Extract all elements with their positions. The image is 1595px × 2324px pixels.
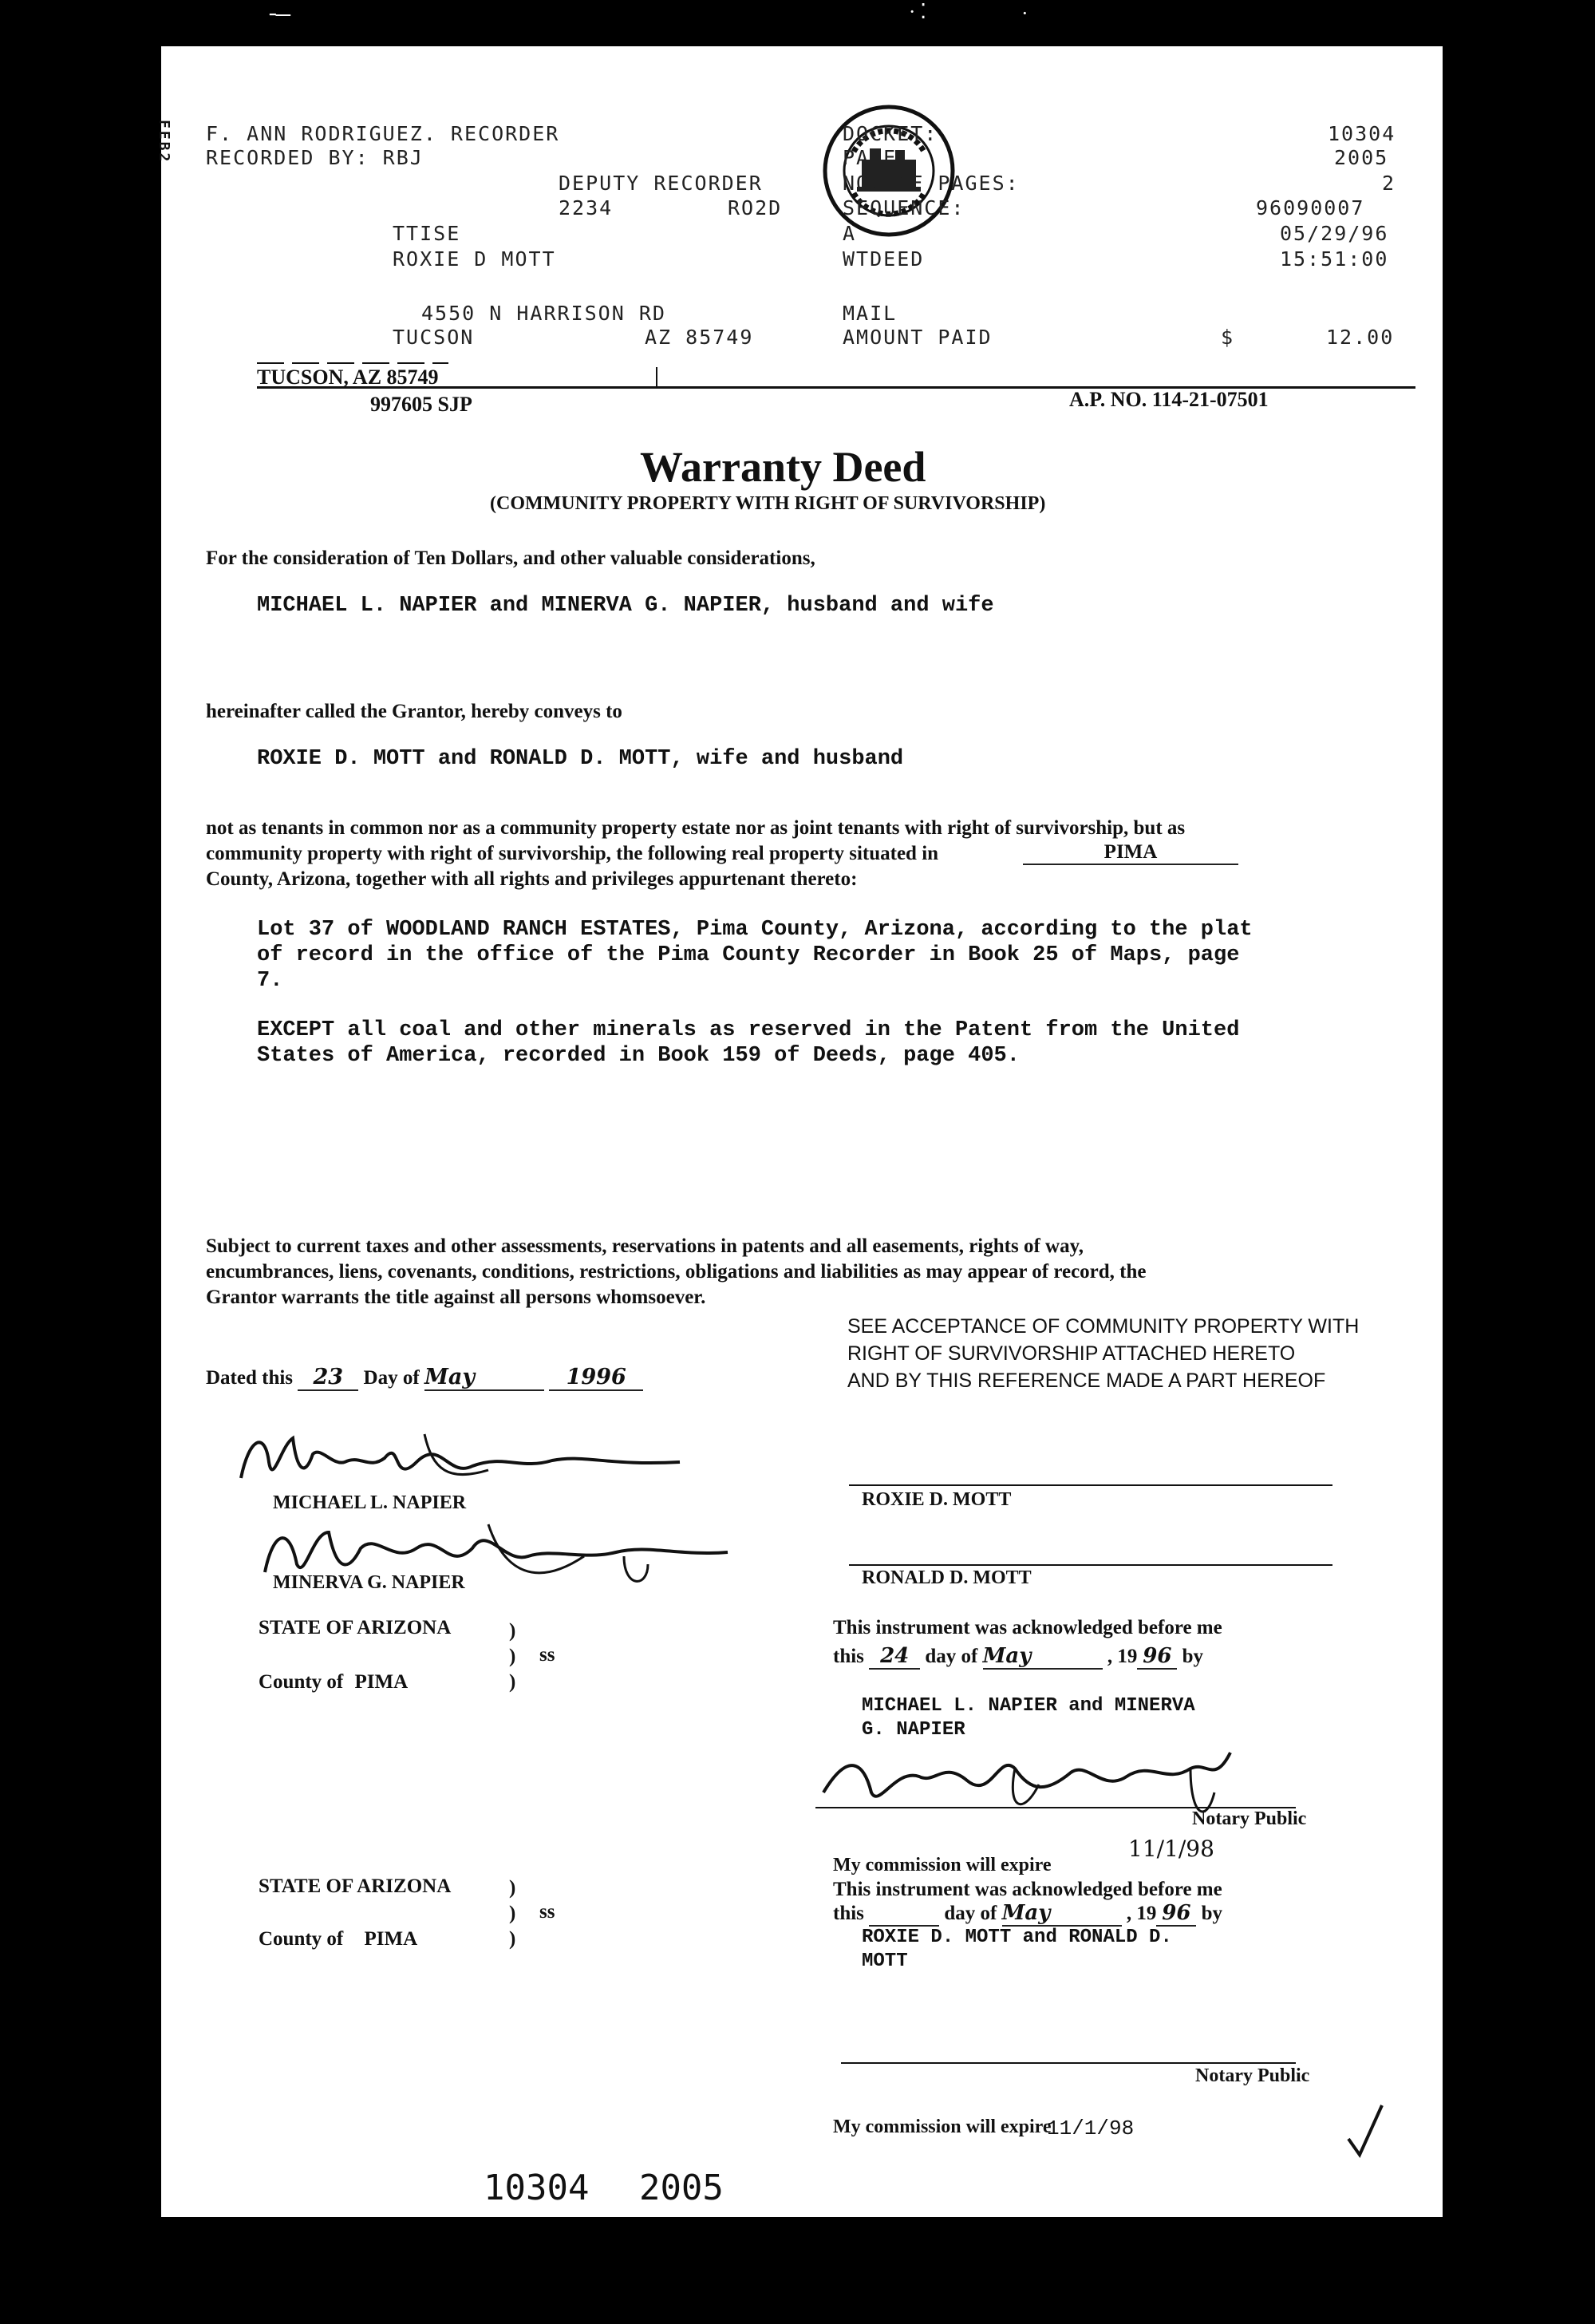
notary1-names-2: G. NAPIER	[862, 1719, 965, 1741]
page-label: PAGE:	[843, 146, 911, 169]
notary2-year: 96	[1156, 1901, 1196, 1927]
addr-line-2: 997605 SJP	[370, 393, 472, 416]
notary1-public: Notary Public	[1192, 1808, 1307, 1829]
header-tick	[656, 367, 657, 388]
deputy-recorder: DEPUTY RECORDER	[559, 172, 763, 195]
docket-label: DOCKET:	[843, 122, 938, 145]
notary1-year-prefix: , 19	[1107, 1646, 1138, 1667]
return-address: 4550 N HARRISON RD	[421, 302, 666, 325]
notary2-county	[259, 1928, 417, 1951]
consideration-text: For the consideration of Ten Dollars, and other valuable considerations,	[206, 547, 815, 569]
notary2-ss: ss	[539, 1901, 555, 1923]
return-city: TUCSON	[393, 326, 475, 349]
dated-prefix: Dated this	[206, 1367, 294, 1389]
notary1-day-of: day of	[925, 1646, 978, 1667]
notary2-county-label: County of	[259, 1928, 344, 1950]
notary2-expire-label: My commission will expire	[833, 2116, 1052, 2137]
check-mark-icon	[1342, 2099, 1390, 2163]
notary2-names-2: MOTT	[862, 1951, 908, 1972]
wtdeed-label: WTDEED	[843, 247, 925, 271]
notary1-county-value: PIMA	[354, 1671, 409, 1693]
notary2-by: by	[1201, 1903, 1223, 1924]
notary2-year-prefix: , 19	[1126, 1903, 1157, 1924]
notary1-this: this	[833, 1646, 864, 1667]
notary1-year: 96	[1137, 1644, 1177, 1670]
tenancy-line-3: County, Arizona, together with all rights and privileges appurtenant thereto:	[206, 868, 858, 890]
scan-mark-2: ∙ ⁚	[910, 0, 927, 23]
a-value: 05/29/96	[1280, 222, 1389, 245]
ap-number: A.P. NO. 114-21-07501	[1069, 388, 1269, 411]
except-line-2: States of America, recorded in Book 159 of Deeds, page 405.	[257, 1044, 1020, 1068]
notary1-expire-label: My commission will expire	[833, 1855, 1052, 1875]
notary1-date-line	[833, 1644, 1203, 1670]
footer-page: 2005	[638, 2168, 724, 2208]
dated-month: May	[424, 1365, 544, 1391]
sequence-label: SEQUENCE:	[843, 196, 965, 219]
dated-day: 23	[298, 1365, 358, 1391]
notary2-sig-line	[841, 2062, 1296, 2064]
scan-mark-1: ╶─	[263, 3, 291, 26]
scan-mark-3: ·	[1021, 2, 1028, 25]
tenancy-line-2: community property with right of survivorship, the following real property situated in	[206, 843, 939, 864]
notary1-names-1: MICHAEL L. NAPIER and MINERVA	[862, 1695, 1195, 1717]
sig-line-roxie	[849, 1484, 1332, 1486]
notary2-day-of: day of	[944, 1903, 997, 1924]
dated-line	[206, 1365, 643, 1391]
return-state-zip: AZ 85749	[645, 326, 754, 349]
sig-name-roxie: ROXIE D. MOTT	[862, 1489, 1012, 1510]
pages-value: 2	[1382, 172, 1396, 195]
notary1-ss: ss	[539, 1644, 555, 1666]
notary1-paren-1: )	[509, 1620, 516, 1642]
mail-label: MAIL	[843, 302, 898, 325]
pages-label: NO. OF PAGES:	[843, 172, 1020, 195]
notary2-state: STATE OF ARIZONA	[259, 1875, 452, 1897]
return-name: ROXIE D MOTT	[393, 247, 556, 271]
notary2-date-line	[833, 1901, 1222, 1927]
notary1-county-label: County of	[259, 1671, 344, 1693]
notary2-paren-1: )	[509, 1877, 516, 1899]
grantees: ROXIE D. MOTT and RONALD D. MOTT, wife and husband	[257, 747, 904, 771]
docket-value: 10304	[1328, 122, 1396, 145]
notary2-public: Notary Public	[1195, 2065, 1310, 2086]
legal-desc-3: 7.	[257, 969, 283, 993]
legal-desc-2: of record in the office of the Pima County Recorder in Book 25 of Maps, page	[257, 943, 1240, 967]
dated-day-of: Day of	[363, 1367, 420, 1389]
sequence-value: 96090007	[1256, 196, 1365, 219]
notary1-by: by	[1182, 1646, 1204, 1667]
legal-desc-1: Lot 37 of WOODLAND RANCH ESTATES, Pima County, Arizona, according to the plat	[257, 918, 1253, 942]
notary2-month: May	[1002, 1901, 1122, 1927]
subject-line-3: Grantor warrants the title against all persons whomsoever.	[206, 1286, 706, 1308]
amount-label: AMOUNT PAID	[843, 326, 993, 349]
sig-line-ronald	[849, 1564, 1332, 1566]
sig-name-michael: MICHAEL L. NAPIER	[273, 1492, 467, 1513]
footer-stamp	[484, 2168, 724, 2208]
notary2-names-1: ROXIE D. MOTT and RONALD D.	[862, 1927, 1172, 1948]
county-fill: PIMA	[1023, 841, 1238, 865]
notary1-paren-3: )	[509, 1671, 516, 1693]
grantors: MICHAEL L. NAPIER and MINERVA G. NAPIER, husband and wife	[257, 594, 994, 618]
sig-name-ronald: RONALD D. MOTT	[862, 1567, 1032, 1588]
recorder-code-1: 2234	[559, 196, 614, 219]
sig-name-minerva: MINERVA G. NAPIER	[273, 1572, 465, 1593]
notary2-paren-2: )	[509, 1903, 516, 1924]
amount-currency: $	[1221, 326, 1235, 349]
notary2-paren-3: )	[509, 1928, 516, 1950]
notary1-state: STATE OF ARIZONA	[259, 1617, 452, 1638]
notary2-ack: This instrument was acknowledged before me	[833, 1879, 1222, 1900]
header-rule-dashed	[257, 362, 448, 364]
notary1-county	[259, 1671, 408, 1694]
recorded-by: RECORDED BY: RBJ	[206, 146, 424, 169]
amount-value: 12.00	[1326, 326, 1395, 349]
recorder-code-2: RO2D	[728, 196, 783, 219]
notary1-expire: 11/1/98	[1128, 1836, 1214, 1862]
signature-michael	[233, 1422, 696, 1502]
tenancy-line-1: not as tenants in common nor as a community property estate nor as joint tenants with right of survivorship, but as	[206, 817, 1186, 839]
notary2-this: this	[833, 1903, 864, 1924]
notary1-day: 24	[869, 1644, 920, 1670]
hereinafter-text: hereinafter called the Grantor, hereby conveys to	[206, 701, 622, 722]
addr-line-1: TUCSON, AZ 85749	[257, 366, 439, 389]
side-stamp: FEB2	[156, 120, 172, 164]
wtdeed-value: 15:51:00	[1280, 247, 1389, 271]
acceptance-line-2: RIGHT OF SURVIVORSHIP ATTACHED HERETO	[847, 1342, 1296, 1365]
notary1-ack: This instrument was acknowledged before me	[833, 1617, 1222, 1638]
notary2-county-value: PIMA	[364, 1928, 418, 1950]
notary2-day-blank	[869, 1903, 939, 1927]
deed-subtitle: (COMMUNITY PROPERTY WITH RIGHT OF SURVIVORSHIP)	[490, 493, 1046, 514]
except-line-1: EXCEPT all coal and other minerals as reserved in the Patent from the United	[257, 1018, 1240, 1042]
notary1-paren-2: )	[509, 1646, 516, 1667]
a-label: A	[843, 222, 857, 245]
dated-year: 1996	[549, 1365, 643, 1391]
page-value: 2005	[1334, 146, 1389, 169]
notary2-expire: 11/1/98	[1047, 2116, 1135, 2140]
footer-docket: 10304	[484, 2168, 590, 2208]
document-page	[156, 46, 1443, 2217]
deed-title: Warranty Deed	[640, 443, 926, 491]
ttise-label: TTISE	[393, 222, 461, 245]
subject-line-1: Subject to current taxes and other assessments, reservations in patents and all easements, rights of way,	[206, 1235, 1084, 1257]
acceptance-line-3: AND BY THIS REFERENCE MADE A PART HEREOF	[847, 1370, 1326, 1392]
recorder-name: F. ANN RODRIGUEZ. RECORDER	[206, 122, 560, 145]
notary1-month: May	[983, 1644, 1103, 1670]
acceptance-line-1: SEE ACCEPTANCE OF COMMUNITY PROPERTY WITH	[847, 1315, 1360, 1338]
subject-line-2: encumbrances, liens, covenants, conditions, restrictions, obligations and liabilities as may appear of record, the	[206, 1261, 1147, 1283]
